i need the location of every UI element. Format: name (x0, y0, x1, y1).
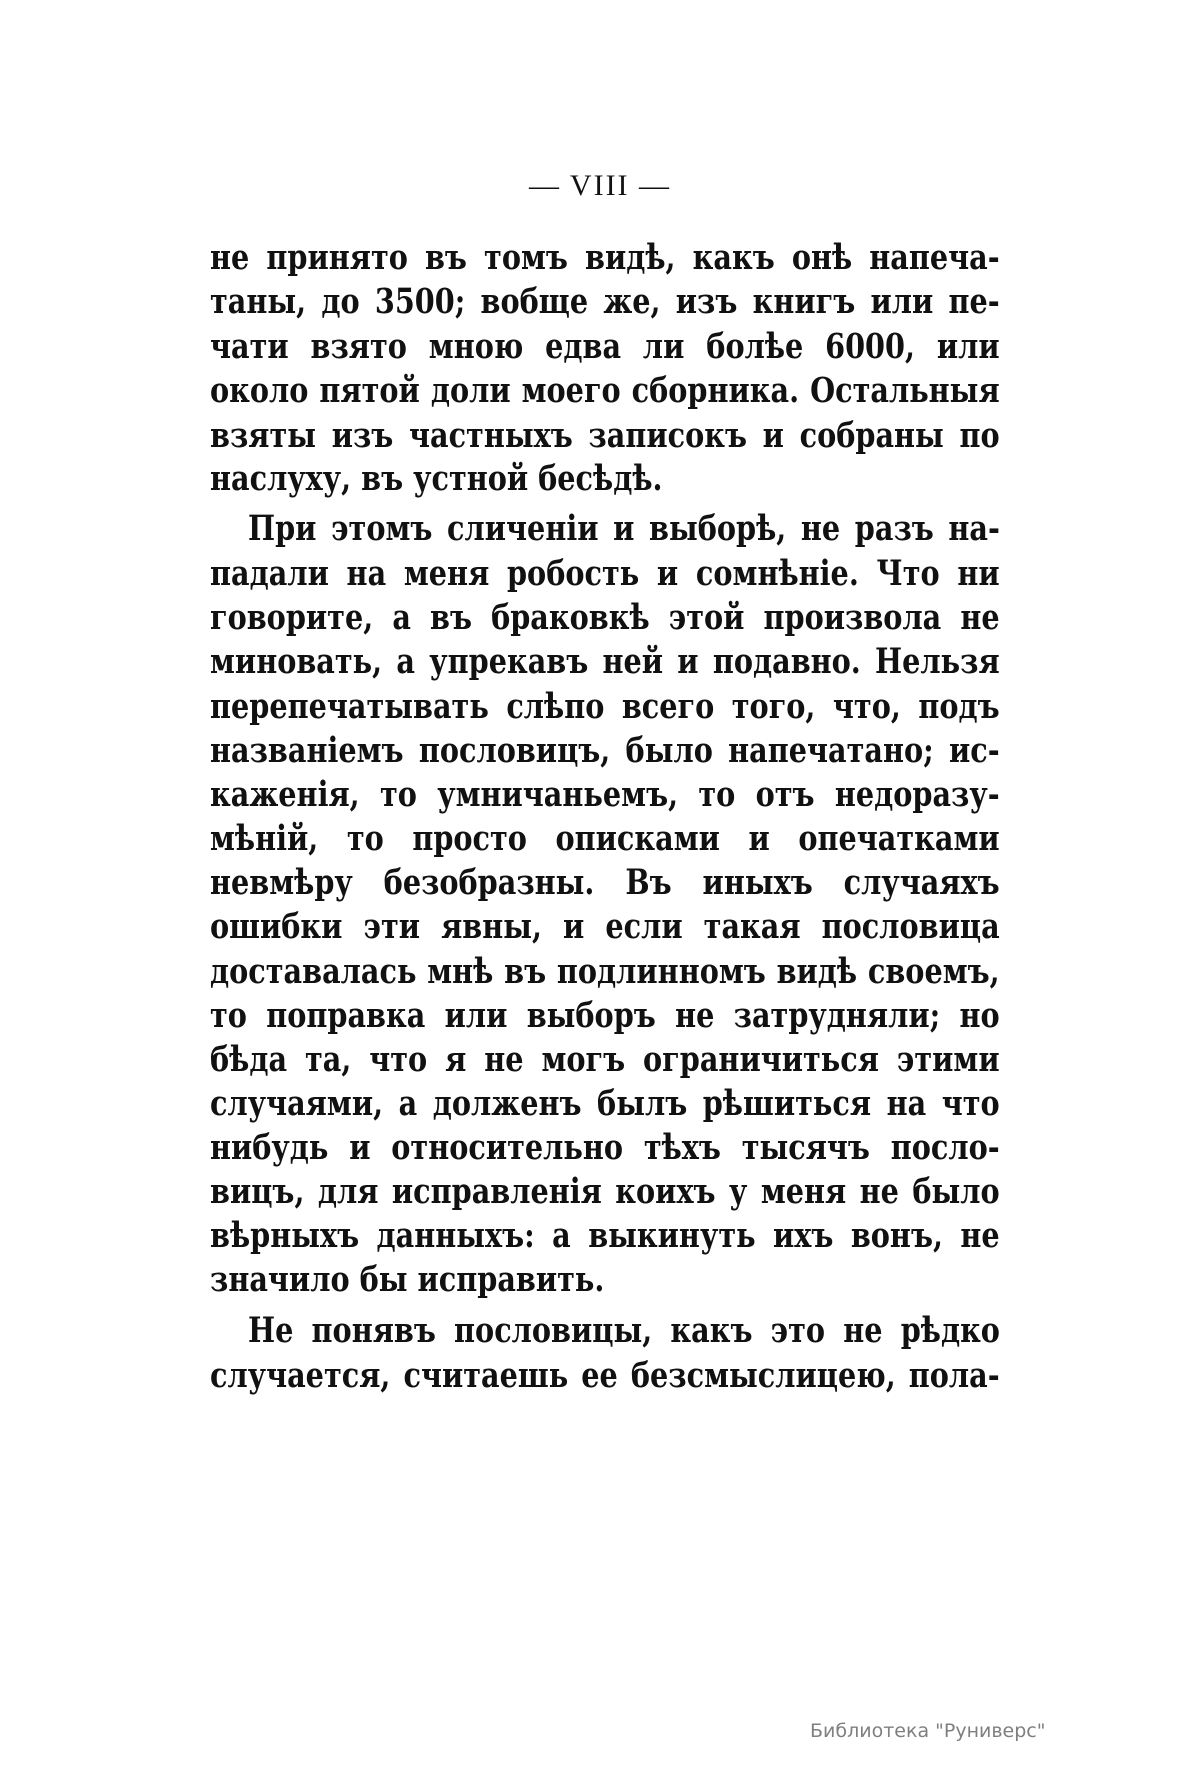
text-line: вѣрныхъ данныхъ: а выкинуть ихъ вонъ, не (210, 1215, 1000, 1256)
text-line: невмѣру безобразны. Въ иныхъ случаяхъ (210, 862, 1000, 903)
text-line: миновать, а упрекавъ ней и подавно. Нельзя (210, 641, 1000, 682)
text-line: наслуху, въ устной бесѣдѣ. (210, 458, 663, 499)
text-line: При этомъ сличеніи и выборѣ, не разъ на- (248, 508, 1000, 549)
text-line: мѣній, то просто описками и опечатками (210, 818, 1000, 859)
text-line: случаями, а долженъ былъ рѣшиться на что (210, 1083, 1000, 1124)
text-line: говорите, а въ браковкѣ этой произвола не (210, 597, 1000, 638)
text-line: около пятой доли моего сборника. Остальныя (210, 370, 1000, 411)
text-line: случается, считаешь ее безсмыслицею, пола- (210, 1355, 1000, 1396)
page-number-header: — VIII — (528, 169, 672, 202)
text-line: не принято въ томъ видѣ, какъ онѣ напеча- (210, 237, 1000, 278)
text-line: доставалась мнѣ въ подлинномъ видѣ своемъ, (210, 951, 1000, 992)
text-line: ошибки эти явны, и если такая пословица (210, 906, 1000, 947)
text-line: чати взято мною едва ли болѣе 6000, или (210, 326, 1000, 367)
text-line: вицъ, для исправленія коихъ у меня не было (210, 1171, 1000, 1212)
text-line: перепечатывать слѣпо всего того, что, подъ (210, 686, 1000, 727)
text-line: падали на меня робость и сомнѣніе. Что ни (210, 553, 1000, 594)
text-line: Не понявъ пословицы, какъ это не рѣдко (248, 1310, 1000, 1351)
text-line: каженія, то умничаньемъ, то отъ недоразу- (210, 774, 1000, 815)
text-line: нибудь и относительно тѣхъ тысячъ посло- (210, 1127, 1000, 1168)
text-line: бѣда та, что я не могъ ограничиться этими (210, 1039, 1000, 1080)
text-line: названіемъ пословицъ, было напечатано; ис- (210, 730, 1000, 771)
text-line: то поправка или выборъ не затрудняли; но (210, 995, 1000, 1036)
text-line: значило бы исправить. (210, 1259, 605, 1300)
text-line: таны, до 3500; вобще же, изъ книгъ или пе- (210, 281, 1000, 322)
library-watermark: Библиотека "Руниверс" (810, 1720, 1046, 1742)
text-line: взяты изъ частныхъ записокъ и собраны по (210, 415, 1000, 456)
